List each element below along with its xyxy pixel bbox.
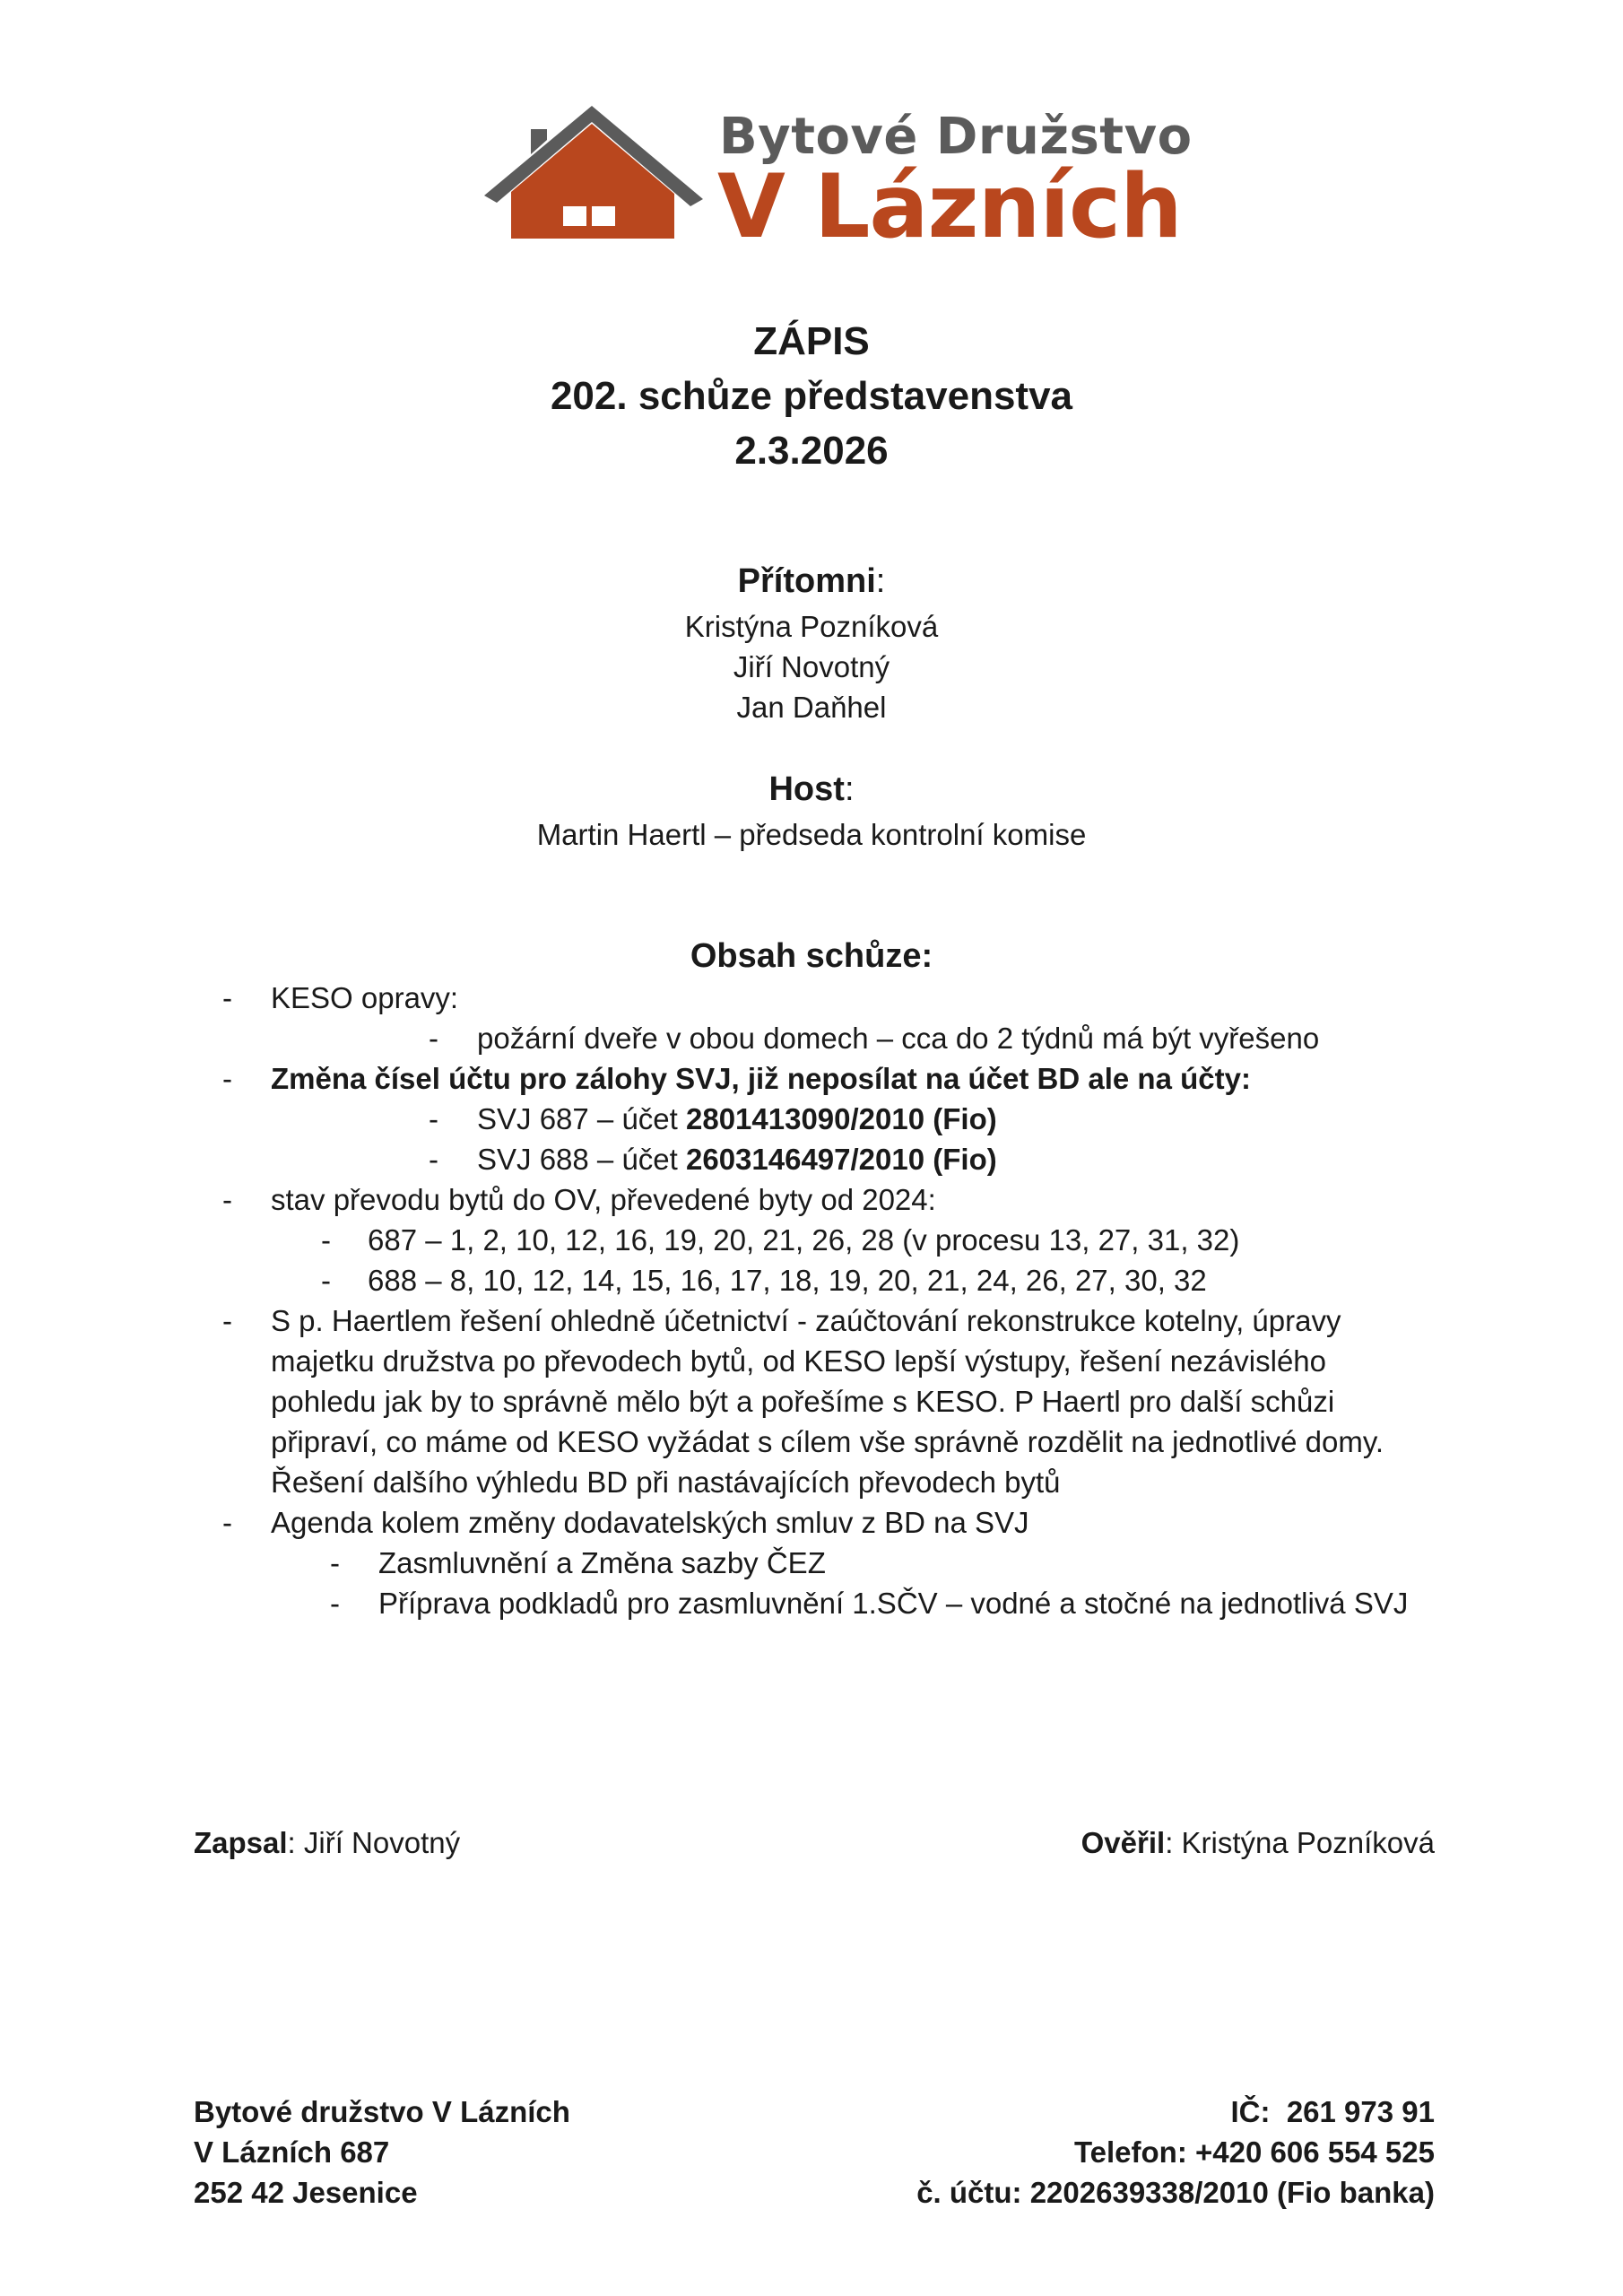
meeting-number: 202. schůze představenstva — [550, 374, 1073, 418]
brand-name-line2: V Lázních — [717, 156, 1182, 258]
guest-text: Martin Haertl – předseda kontrolní komise — [536, 818, 1087, 851]
present-name: Kristýna Pozníková — [684, 610, 939, 643]
org-city: 252 42 Jesenice — [194, 2176, 418, 2209]
bullet-dash: - — [222, 1183, 232, 1216]
agenda-subitem: Příprava podkladů pro zasmluvnění 1.SČV – vodné a stočné na jednotlivá SVJ — [378, 1587, 1409, 1620]
agenda-subitem: požární dveře v obou domech – cca do 2 týdnů má být vyřešeno — [477, 1022, 1320, 1055]
bullet-dash: - — [429, 1022, 438, 1055]
org-ic: IČ: 261 973 91 — [1230, 2095, 1435, 2128]
house-icon — [484, 106, 708, 249]
agenda-subitem: Zasmluvnění a Změna sazby ČEZ — [378, 1546, 826, 1579]
verified-by: Ověřil: Kristýna Pozníková — [1081, 1826, 1435, 1859]
account-number: 2603146497/2010 (Fio) — [685, 1143, 997, 1176]
org-phone: Telefon: +420 606 554 525 — [1073, 2135, 1435, 2169]
bullet-dash: - — [330, 1546, 340, 1579]
agenda-subitem: SVJ 687 – účet 2801413090/2010 (Fio) — [477, 1102, 997, 1135]
org-account: č. účtu: 2202639338/2010 (Fio banka) — [916, 2176, 1435, 2209]
present-name: Jiří Novotný — [733, 650, 890, 683]
bullet-dash: - — [222, 1506, 232, 1539]
agenda-subitem: SVJ 688 – účet 2603146497/2010 (Fio) — [477, 1143, 997, 1176]
guest-heading: Host: — [768, 770, 855, 808]
bullet-dash: - — [429, 1102, 438, 1135]
footer-address — [194, 2092, 570, 2213]
agenda-item: KESO opravy: — [271, 981, 459, 1014]
present-name: Jan Daňhel — [736, 691, 887, 724]
bullet-dash: - — [222, 1062, 232, 1095]
org-street: V Lázních 687 — [194, 2135, 390, 2169]
agenda-subitem: 688 – 8, 10, 12, 14, 15, 16, 17, 18, 19, 20, 21, 24, 26, 27, 30, 32 — [368, 1264, 1207, 1297]
guest-section — [0, 764, 1623, 855]
bullet-dash: - — [321, 1223, 331, 1257]
present-section — [0, 556, 1623, 727]
agenda-item: stav převodu bytů do OV, převedené byty od 2024: — [271, 1183, 936, 1216]
account-number: 2801413090/2010 (Fio) — [685, 1102, 997, 1135]
document-title: ZÁPIS — [753, 319, 870, 363]
meeting-date: 2.3.2026 — [734, 429, 889, 473]
document-header — [0, 314, 1623, 478]
agenda-subitem: 687 – 1, 2, 10, 12, 16, 19, 20, 21, 26, 28 (v procesu 13, 27, 31, 32) — [368, 1223, 1240, 1257]
bullet-dash: - — [321, 1264, 331, 1297]
bullet-dash: - — [222, 1304, 232, 1337]
bullet-dash: - — [222, 981, 232, 1014]
agenda-item: Agenda kolem změny dodavatelských smluv z BD na SVJ — [271, 1506, 1029, 1539]
present-heading: Přítomni: — [737, 562, 886, 600]
agenda-item: S p. Haertlem řešení ohledně účetnictví - zaúčtování rekonstrukce kotelny, úpravy majetku družstva po převodech bytů, od KESO lepší výstupy, řešení nezávislého pohledu jak by to správně mělo být a pořešíme s KESO. P Haertl pro další schůzi připraví, co máme od KESO vyžádat s cílem vše správně rozdělit na jednotlivé domy. Řešení dalšího výhledu BD při nastávajících převodech bytů — [271, 1304, 1384, 1499]
agenda-heading: Obsah schůze: — [690, 937, 933, 975]
bullet-dash: - — [330, 1587, 340, 1620]
brand-name-line1: Bytové Družstvo — [719, 108, 1193, 166]
bullet-dash: - — [429, 1143, 438, 1176]
agenda-item: Změna čísel účtu pro zálohy SVJ, již neposílat na účet BD ale na účty: — [271, 1062, 1251, 1095]
logo — [484, 106, 1193, 258]
org-name: Bytové družstvo V Lázních — [194, 2095, 570, 2128]
footer-contact — [916, 2092, 1435, 2213]
recorded-by: Zapsal: Jiří Novotný — [194, 1826, 461, 1859]
